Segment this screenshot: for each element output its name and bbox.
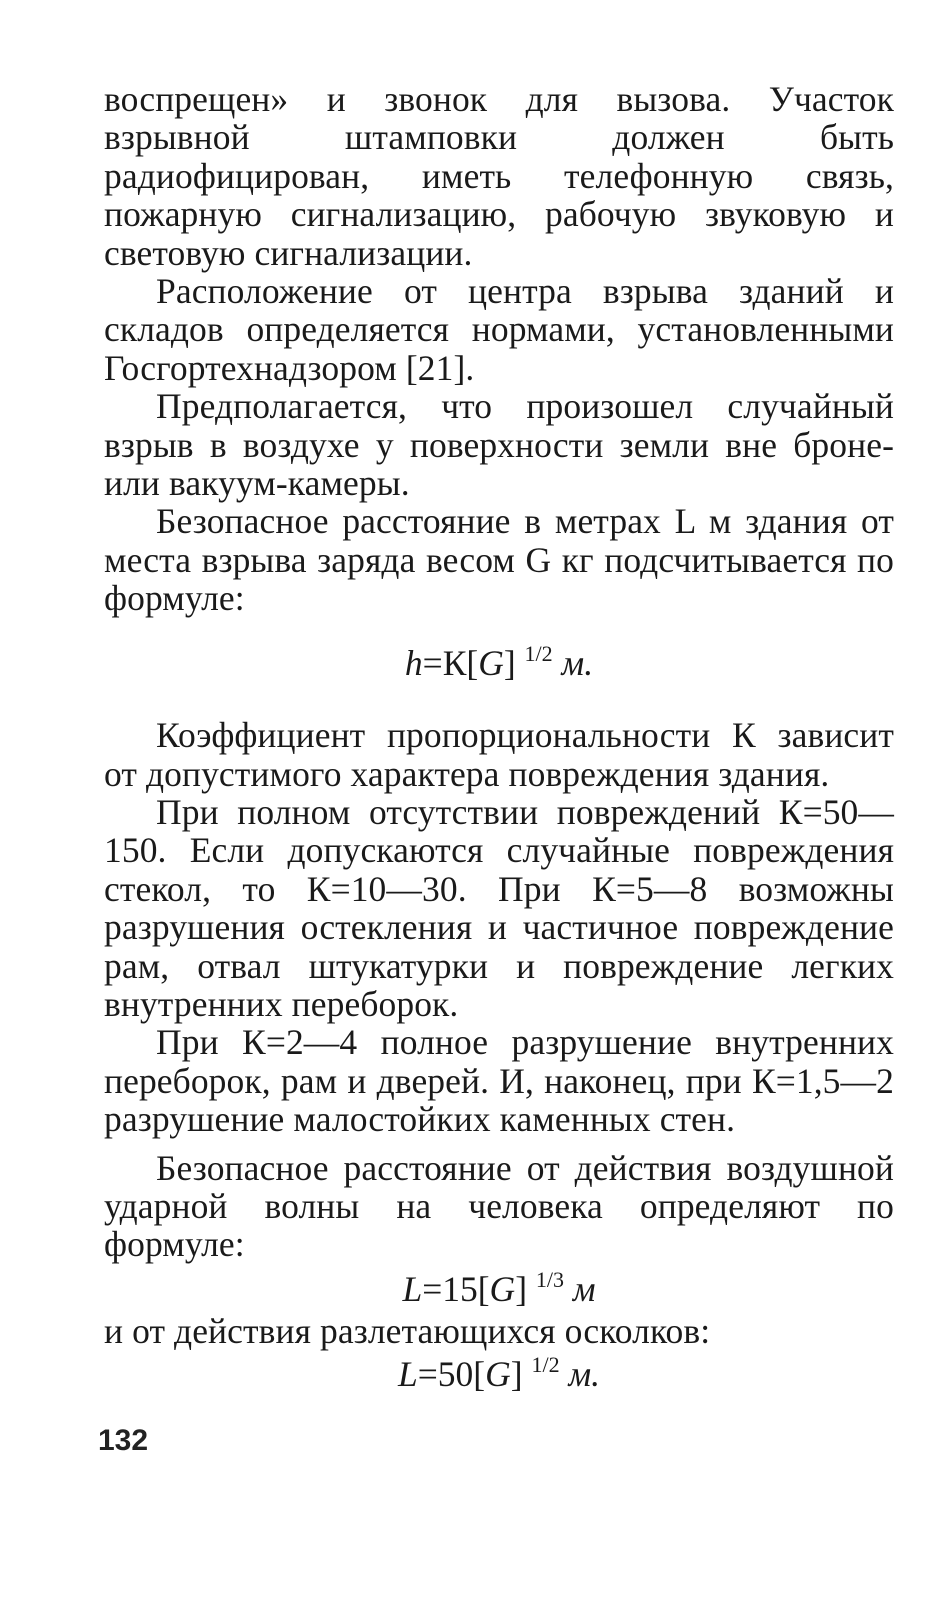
paragraph-3: Предполагается, что произошел случайный взрыв в воздухе у поверхности земли вне броне- или вакуум-камеры. bbox=[104, 386, 894, 504]
formula-equals: =50[ bbox=[417, 1353, 486, 1394]
formula-close: ] bbox=[503, 642, 516, 683]
formula-equals: =15[ bbox=[422, 1268, 490, 1309]
paragraph-4: Безопасное расстояние в метрах L м здания от места взрыва заряда весом G кг подсчитывается по формуле: bbox=[104, 501, 894, 619]
paragraph-7: При К=2—4 полное разрушение внутренних переборок, рам и дверей. И, наконец, при К=1,5—2 разрушение малостойких каменных стен. bbox=[104, 1022, 894, 1140]
page-number: 132 bbox=[98, 1424, 149, 1457]
formula-var: G bbox=[478, 642, 504, 683]
formula-exponent: 1/2 bbox=[531, 1351, 560, 1377]
formula-unit: м. bbox=[568, 1353, 600, 1394]
paragraph-1: воспрещен» и звонок для вызова. Участок взрывной штамповки должен быть радиофицирован, иметь телефонную связь, пожарную сигнализацию, рабочую звуковую и световую сигнализации. bbox=[104, 79, 894, 273]
formula-unit: м. bbox=[561, 642, 594, 683]
paragraph-2: Расположение от центра взрыва зданий и складов определяется нормами, установленными Госгортехнадзором [21]. bbox=[104, 271, 894, 388]
formula-lhs: L bbox=[402, 1268, 423, 1309]
formula-lhs: h bbox=[404, 642, 423, 683]
paragraph-8: Безопасное расстояние от действия воздушной ударной волны на человека определяют по формуле: bbox=[104, 1147, 894, 1265]
formula-close: ] bbox=[515, 1268, 528, 1309]
formula-close: ] bbox=[510, 1353, 523, 1394]
paragraph-6: При полном отсутствии повреждений К=50—150. Если допускаются случайные повреждения стекол, то К=10—30. При К=5—8 возможны разрушения остекления и частичное повреждение рам, отвал штукатурки и повреждение легких внутренних переборок. bbox=[104, 791, 894, 1024]
formula-unit: м bbox=[572, 1268, 596, 1309]
page-body bbox=[104, 80, 894, 1393]
formula-exponent: 1/3 bbox=[535, 1266, 565, 1292]
formula-var: G bbox=[489, 1268, 516, 1309]
formula-equals: =К[ bbox=[422, 642, 479, 683]
formula-building-distance bbox=[104, 640, 894, 683]
formula-exponent: 1/2 bbox=[524, 640, 553, 666]
formula-var: G bbox=[485, 1353, 511, 1394]
formula-fragment-distance bbox=[104, 1351, 894, 1394]
formula-shockwave-distance bbox=[104, 1266, 894, 1309]
formula-lhs: L bbox=[398, 1353, 418, 1394]
paragraph-5: Коэффициент пропорциональности К зависит от допустимого характера повреждения здания. bbox=[104, 715, 894, 794]
paragraph-9: и от действия разлетающихся осколков: bbox=[104, 1311, 711, 1352]
